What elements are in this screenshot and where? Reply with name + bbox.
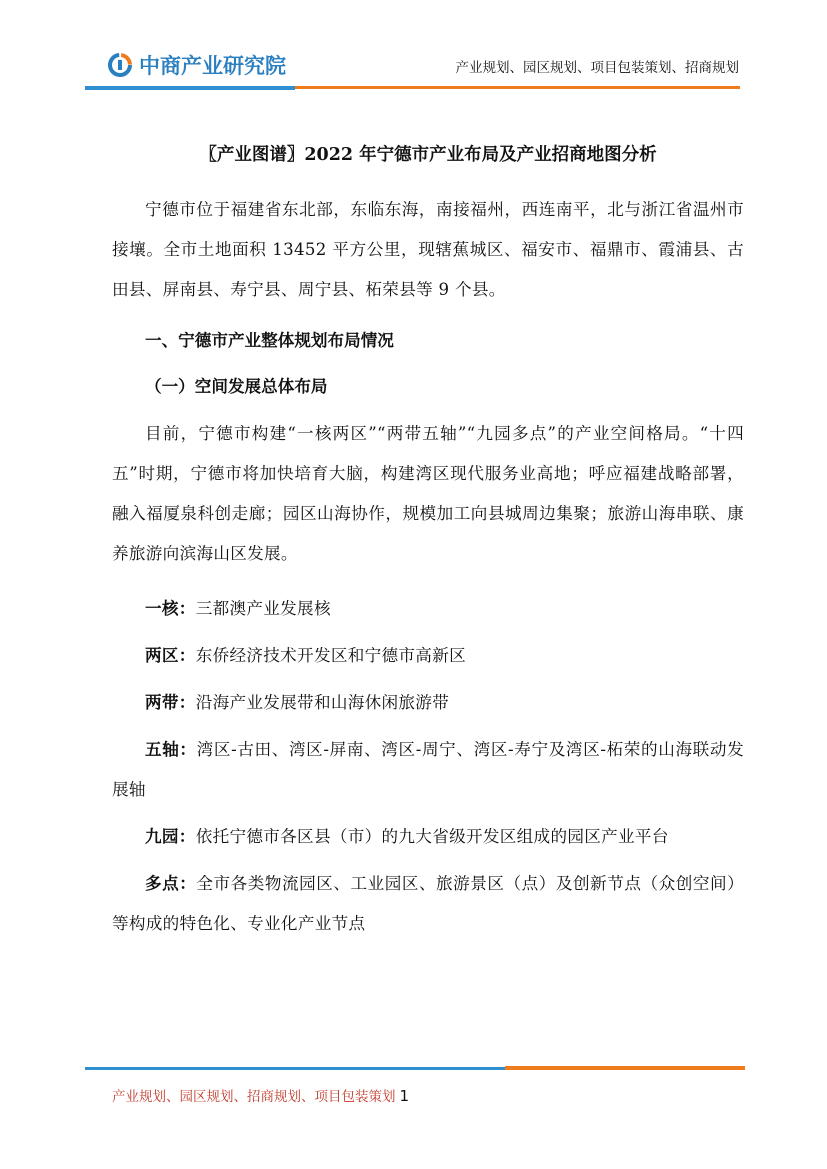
- item-text: 沿海产业发展带和山海休闲旅游带: [195, 693, 450, 712]
- page-header: [0, 0, 827, 100]
- layout-item: [112, 588, 744, 629]
- company-logo: [107, 50, 286, 80]
- header-tagline: 产业规划、园区规划、项目包装策划、招商规划: [455, 60, 739, 76]
- logo-text: 中商产业研究院: [139, 54, 286, 78]
- subsection-heading: （一）空间发展总体布局: [145, 376, 328, 396]
- layout-item: [112, 729, 744, 810]
- header-divider-orange: [295, 86, 740, 89]
- item-label: 两区：: [145, 645, 196, 665]
- footer-tagline: 产业规划、园区规划、招商规划、项目包装策划: [112, 1089, 396, 1105]
- item-label: 五轴：: [145, 739, 197, 759]
- item-text: 全市各类物流园区、工业园区、旅游景区（点）及创新节点（众创空间）等构成的特色化、专业化产业节点: [112, 874, 744, 933]
- layout-item: [112, 635, 744, 676]
- document-title: 〖产业图谱〗2022 年宁德市产业布局及产业招商地图分析: [199, 145, 657, 165]
- page-number: 1: [399, 1087, 410, 1105]
- section-heading: 一、宁德市产业整体规划布局情况: [145, 330, 394, 350]
- item-label: 九园：: [145, 826, 196, 846]
- item-text: 湾区-古田、湾区-屏南、湾区-周宁、湾区-寿宁及湾区-柘荣的山海联动发展轴: [112, 740, 744, 799]
- item-label: 多点：: [145, 873, 197, 893]
- item-label: 两带：: [145, 692, 196, 712]
- document-body: [112, 140, 744, 950]
- item-text: 东侨经济技术开发区和宁德市高新区: [195, 646, 466, 665]
- layout-item: [112, 816, 744, 857]
- layout-item: [112, 863, 744, 944]
- header-divider-blue: [85, 86, 295, 90]
- layout-item: [112, 682, 744, 723]
- footer-divider-blue: [85, 1067, 505, 1070]
- page-footer: [112, 1085, 409, 1105]
- item-label: 一核：: [145, 598, 196, 618]
- item-text: 依托宁德市各区县（市）的九大省级开发区组成的园区产业平台: [195, 827, 669, 846]
- subsection-paragraph: 目前，宁德市构建“一核两区”“两带五轴”“九园多点”的产业空间格局。“十四五”时期，宁德市将加快培育大脑，构建湾区现代服务业高地；呼应福建战略部署，融入福厦泉科创走廊；园区山海协作，规模加工向县城周边集聚；旅游山海串联、康养旅游向滨海山区发展。: [112, 424, 744, 563]
- logo-icon: [107, 52, 133, 78]
- item-text: 三都澳产业发展核: [195, 599, 331, 618]
- intro-paragraph: 宁德市位于福建省东北部，东临东海，南接福州，西连南平，北与浙江省温州市接壤。全市土地面积 13452 平方公里，现辖蕉城区、福安市、福鼎市、霞浦县、古田县、屏南县、寿宁县、周宁县、柘荣县等 9 个县。: [112, 200, 744, 299]
- footer-divider-orange: [505, 1066, 745, 1070]
